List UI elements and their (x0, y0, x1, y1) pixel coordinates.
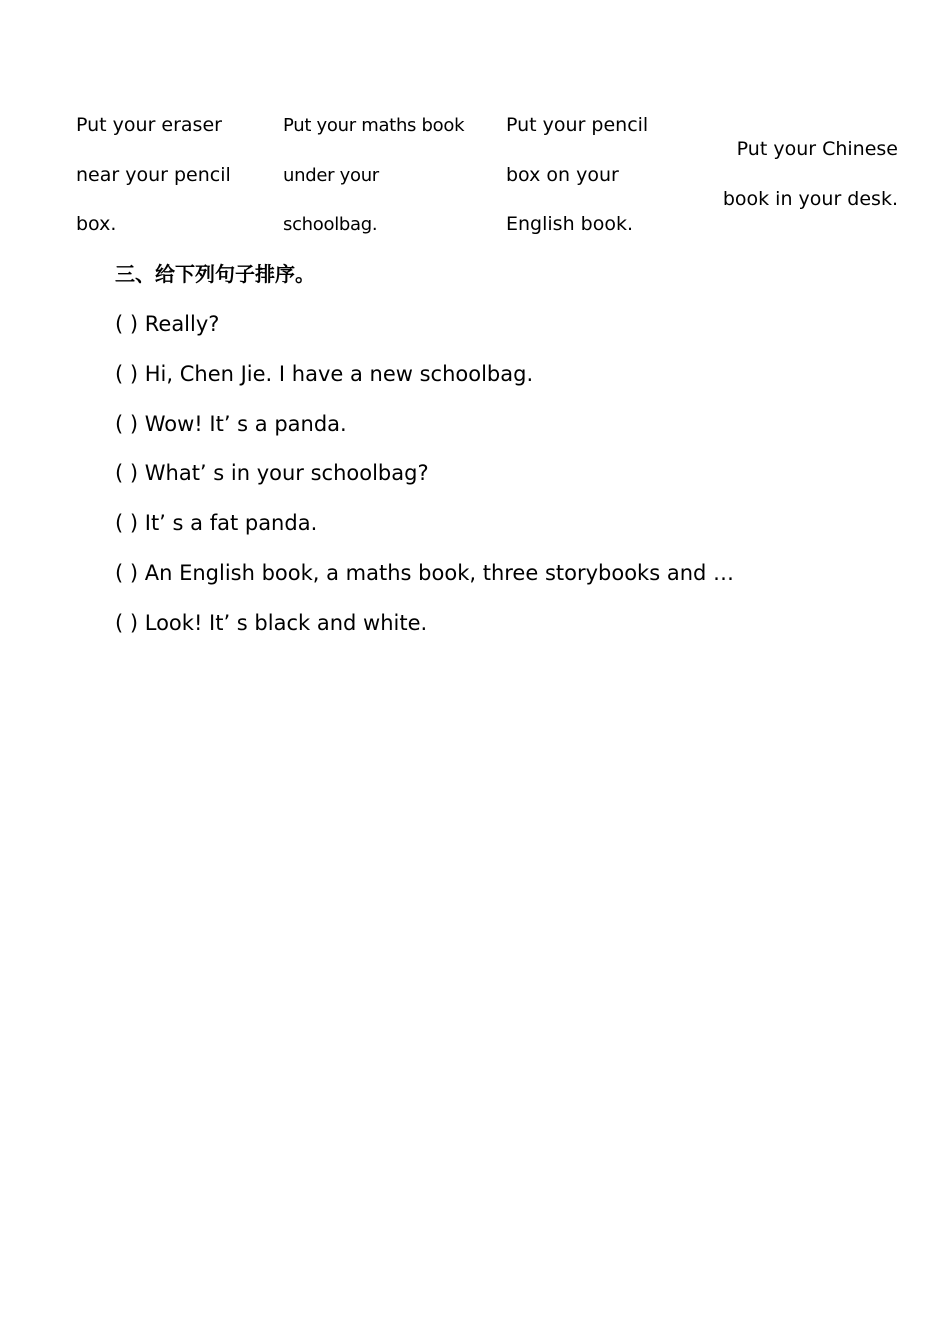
instruction-cell-eraser (76, 101, 231, 250)
order-blank[interactable]: ( ) (115, 610, 139, 635)
order-blank[interactable]: ( ) (115, 560, 139, 585)
instruction-line: Put your eraser (76, 114, 222, 136)
instruction-line: English book. (506, 213, 633, 235)
sentence-text: Wow! It’ s a panda. (144, 411, 347, 436)
instruction-line: book in your desk. (722, 187, 898, 210)
instruction-line: box on your (506, 163, 619, 186)
list-item (115, 449, 734, 499)
list-item (115, 350, 734, 400)
order-blank[interactable]: ( ) (115, 461, 139, 486)
instruction-line: box. (76, 213, 117, 235)
instruction-line: under your (283, 164, 379, 186)
sentence-text: What’ s in your schoolbag? (144, 461, 429, 486)
list-item (115, 300, 734, 350)
list-item (115, 499, 734, 549)
list-item (115, 549, 734, 599)
instruction-cell-chinese-book (723, 125, 898, 224)
sentence-text: It’ s a fat panda. (144, 511, 318, 536)
sentence-text: Really? (144, 312, 220, 336)
section-title: 三、给下列句子排序。 (115, 262, 315, 286)
list-item (115, 400, 734, 450)
sentence-text: Look! It’ s black and white. (144, 610, 428, 635)
order-blank[interactable]: ( ) (115, 511, 139, 536)
order-blank[interactable]: ( ) (115, 312, 139, 336)
instruction-cell-maths-book (283, 101, 464, 250)
sentence-text: An English book, a maths book, three storybooks and … (144, 560, 735, 585)
sentence-text: Hi, Chen Jie. I have a new schoolbag. (144, 361, 534, 386)
order-blank[interactable]: ( ) (115, 361, 139, 386)
instruction-line: Put your pencil (506, 114, 649, 136)
list-item (115, 599, 734, 649)
instruction-line: Put your Chinese (736, 138, 898, 160)
instruction-line: near your pencil (76, 163, 231, 186)
sentence-order-list (115, 300, 734, 649)
instruction-line: Put your maths book (283, 115, 465, 136)
order-blank[interactable]: ( ) (115, 411, 139, 436)
instruction-cell-pencil-box (506, 101, 648, 250)
instruction-line: schoolbag. (283, 214, 378, 235)
